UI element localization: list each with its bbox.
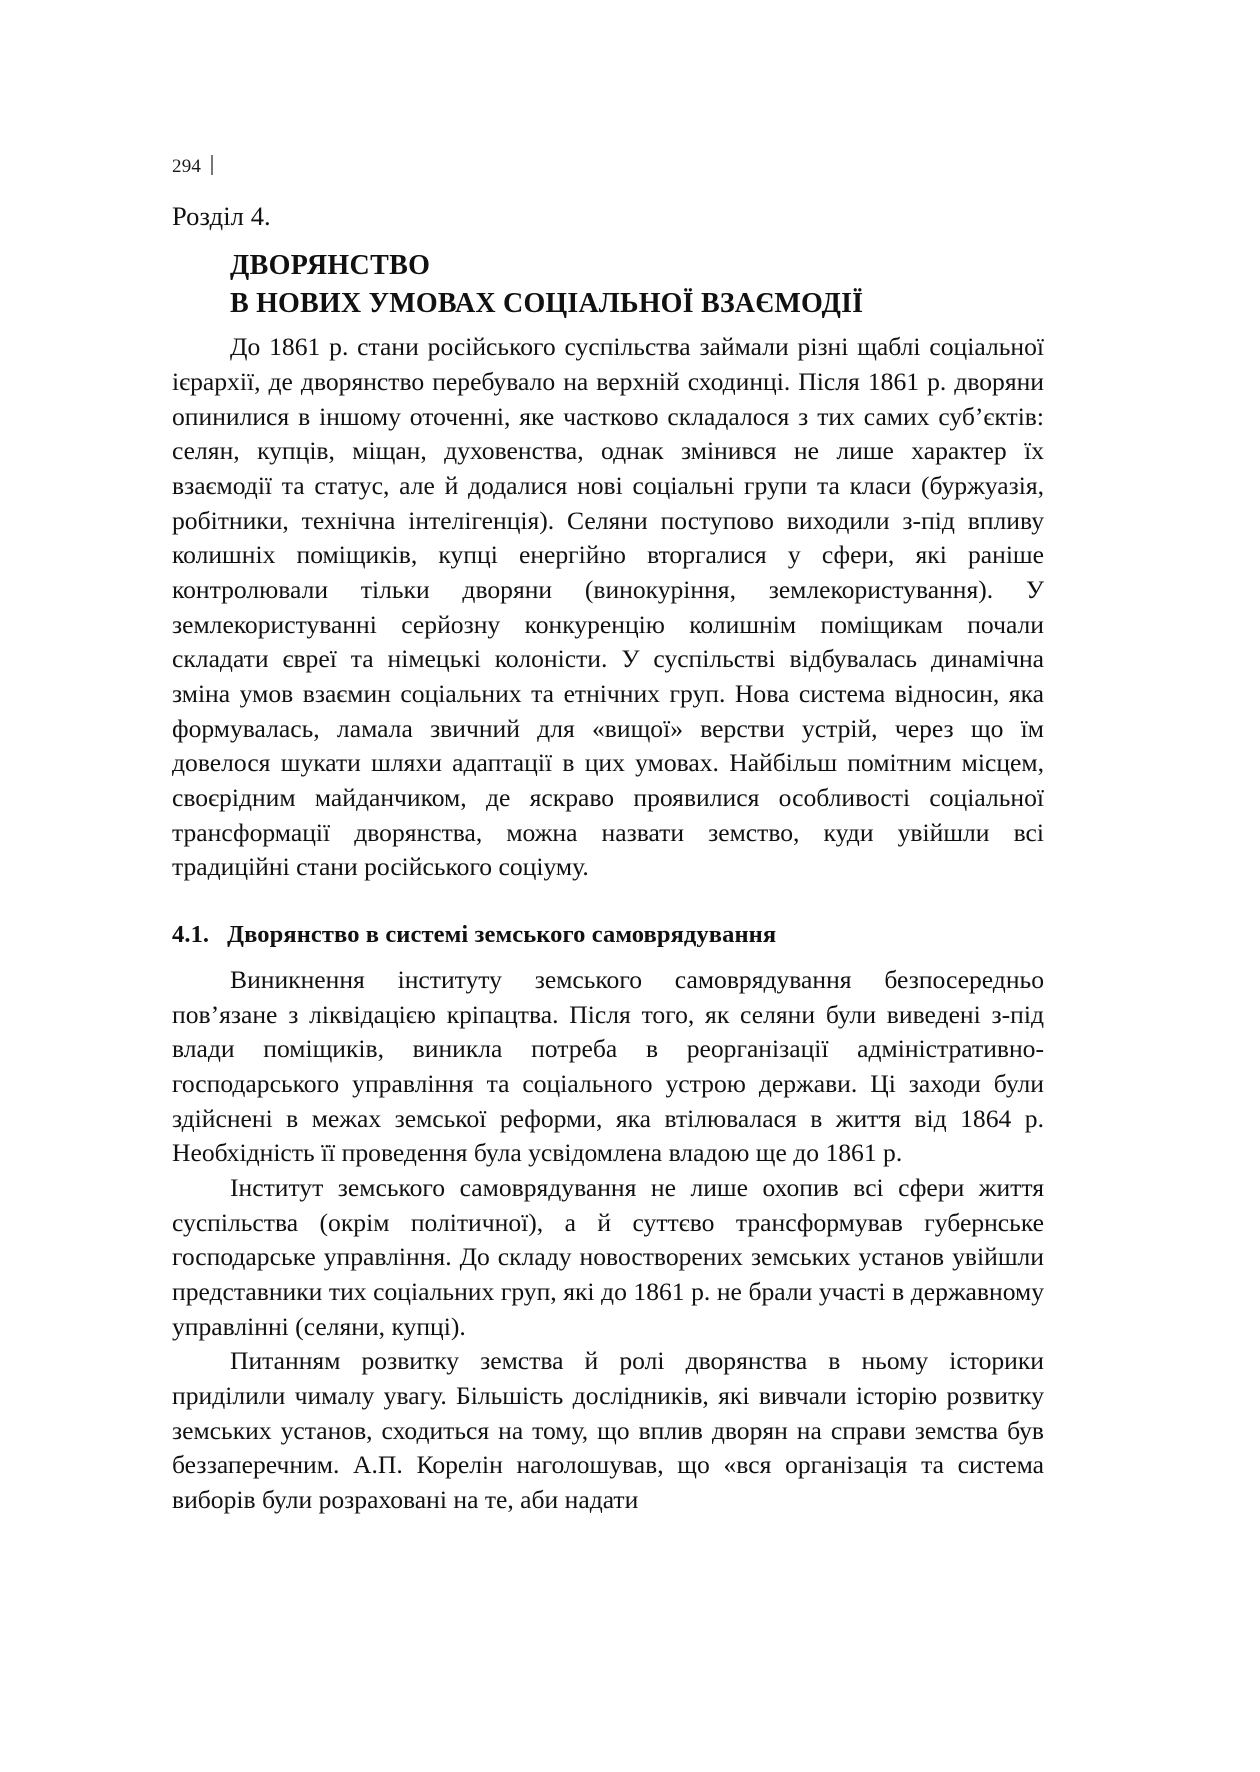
section-title: Дворянство в системі земського самоврядування <box>227 920 777 948</box>
intro-paragraph: До 1861 р. стани російського суспільства займали різні щаблі соціальної ієрархії, де дворянство перебувало на верхній сходинці. Після 1861 р. дворяни опинилися в іншому оточенні, яке частково складалося з тих самих суб’єктів: селян, купців, міщан, духовенства, однак змінився не лише характер їх взаємодії та статус, але й додалися нові соціальні групи та класи (буржуазія, робітники, технічна інтелігенція). Селяни поступово виходили з-під впливу колишніх поміщиків, купці енергійно вторгалися у сфери, які раніше контролювали тільки дворяни (винокуріння, землекористування). У землекористуванні серйозну конкуренцію колишнім поміщикам почали складати євреї та німецькі колоністи. У суспільстві відбувалась динамічна зміна умов взаємин соціальних та етнічних груп. Нова система відносин, яка формувалась, ламала звичний для «вищої» верстви устрій, через що їм довелося шукати шляхи адаптації в цих умовах. Найбільш помітним місцем, своєрідним майданчиком, де яскраво проявилися особливості соціальної трансформації дворянства, можна назвати земство, куди увійшли всі традиційні стани російського соціуму. <box>172 332 1044 882</box>
section-paragraph-1: Виникнення інституту земського самоврядування безпосередньо пов’язане з ліквідацією кріпацтва. Після того, як селяни були виведені з-під влади поміщиків, виникла потреба в реорганізації адміністративно-господарського управління та соціального устрою держави. Ці заходи були здійснені в межах земської реформи, яка втілювалася в життя від 1864 р. Необхідність її проведення була усвідомлена владою ще до 1861 р. <box>172 964 1044 1168</box>
page-number: 294 <box>172 156 202 177</box>
chapter-kicker: Розділ 4. <box>172 201 271 231</box>
chapter-title <box>172 247 1044 322</box>
section-paragraph-2: Інститут земського самоврядування не лише охопив всі сфери життя суспільства (окрім політичної), а й суттєво трансформував губернське господарське управління. До складу новостворених земських установ увійшли представники тих соціальних груп, які до 1861 р. не брали участі в державному управлінні (селяни, купці). <box>172 1172 1044 1341</box>
text-block <box>172 200 1044 1518</box>
section-number: 4.1. <box>172 920 210 948</box>
chapter-title-line-2: В НОВИХ УМОВАХ СОЦІАЛЬНОЇ ВЗАЄМОДІЇ <box>230 287 864 319</box>
page-folio <box>172 152 213 178</box>
section-paragraph-3: Питанням розвитку земства й ролі дворянства в ньому історики приділили чималу увагу. Більшість дослідників, які вивчали історію розвитку земських установ, сходиться на тому, що вплив дворян на справи земства був беззаперечним. А.П. Корелін наголошував, що «вся організація та система виборів були розраховані на те, аби надати <box>172 1346 1044 1514</box>
section-heading <box>172 885 1044 963</box>
folio-divider <box>211 155 213 175</box>
chapter-title-line-1: ДВОРЯНСТВО <box>230 250 431 282</box>
